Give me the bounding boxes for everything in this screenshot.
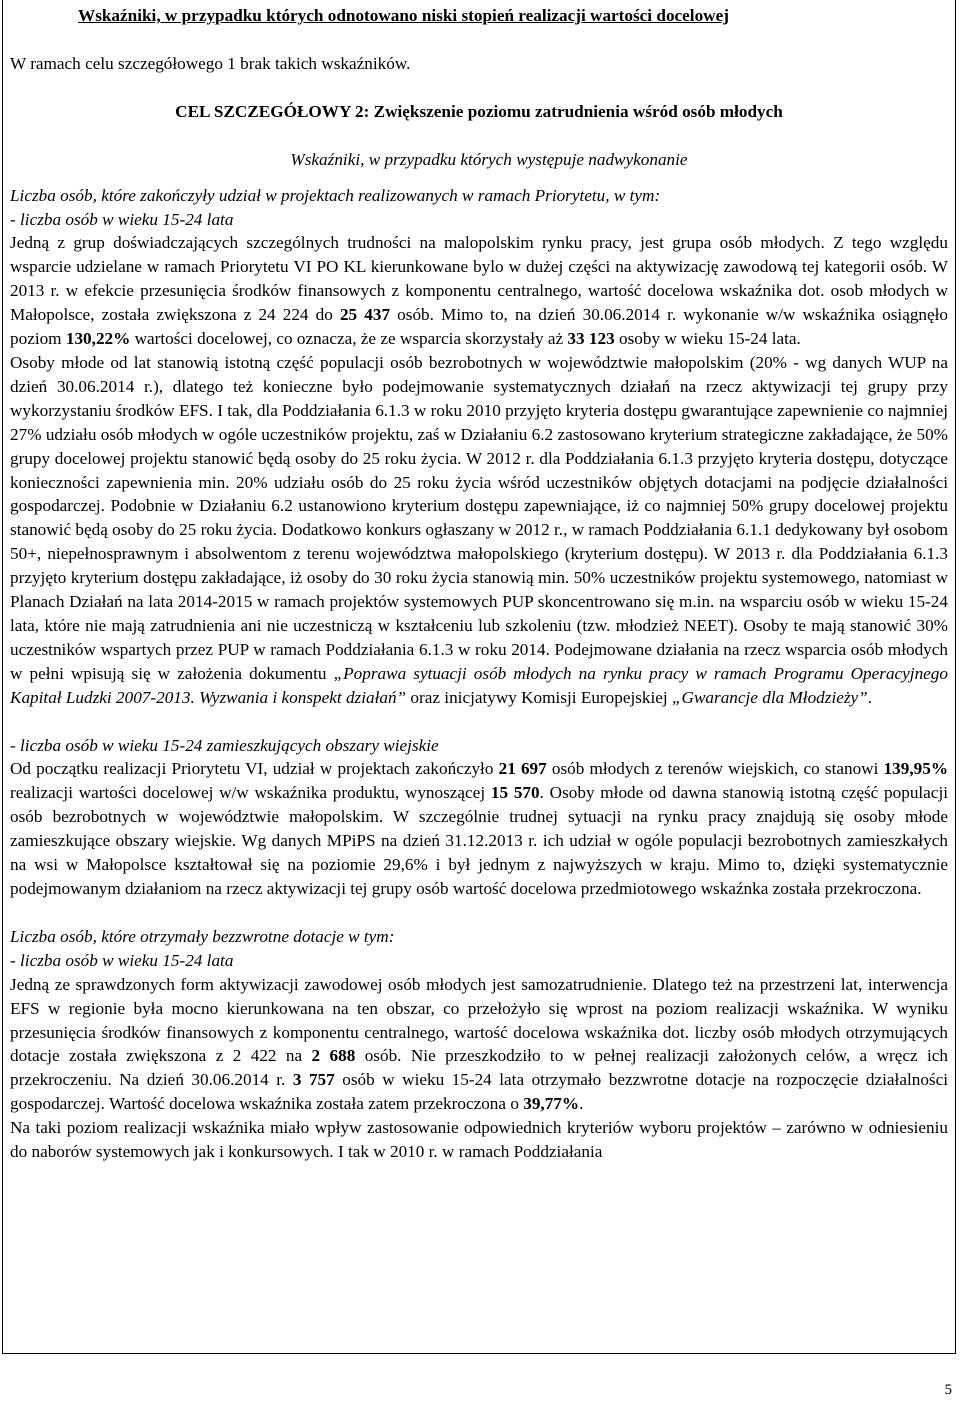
indicator-heading-rural: - liczba osób w wieku 15-24 zamieszkujących obszary wiejskie <box>10 735 439 755</box>
goal1-note: W ramach celu szczegółowego 1 brak takich wskaźników. <box>10 53 411 73</box>
indicator-heading-grants: Liczba osób, które otrzymały bezzwrotne dotacje w tym: <box>10 926 395 946</box>
indicator-heading-participants: Liczba osób, które zakończyły udział w projektach realizowanych w ramach Priorytetu, w tym: <box>10 185 661 205</box>
paragraph-grants: Jedną ze sprawdzonych form aktywizacji zawodowej osób młodych jest samozatrudnienie. Dlatego też na przestrzeni lat, interwencja EFS w regionie była mocno kierunkowana na ten obszar, co przełożyło się wprost na poziom realizacji wskaźnika. W wyniku przesunięcia środków finansowych z komponentu centralnego, wartość docelowa wskaźnika dot. liczby osób młodych otrzymujących dotacje została zwiększona z 2 422 na 2 688 osób. Nie przeszkodziło to w pełnej realizacji założonych celów, a wręcz ich przekroczeniu. Na dzień 30.06.2014 r. 3 757 osób w wieku 15-24 lata otrzymało bezzwrotne dotacje na rozpoczęcie działalności gospodarczej. Wartość docelowa wskaźnika została zatem przekroczona o 39,77%. <box>10 974 949 1114</box>
indicator-subheading-grants-age: - liczba osób w wieku 15-24 lata <box>10 950 234 970</box>
document-body <box>10 4 948 1164</box>
overperformance-subtitle: Wskaźniki, w przypadku których występuje nadwykonanie <box>290 149 688 169</box>
paragraph-rural: Od początku realizacji Priorytetu VI, udział w projektach zakończyło 21 697 osób młodych z terenów wiejskich, co stanowi 139,95% realizacji wartości docelowej w/w wskaźnika produktu, wynoszącej 15 570. Osoby młode od dawna stanowią istotną część populacji osób bezrobotnych w województwie małopolskim. W szczególnie trudnej sytuacji na rynku pracy znajdują się osoby młode zamieszkujące obszary wiejskie. Wg danych MPiPS na dzień 31.12.2013 r. ich udział w ogóle populacji bezrobotnych zamieszkałych na wsi w Małopolsce kształtował się na poziomie 29,6% i był jednym z najwyższych w kraju. Mimo to, dzięki systematycznie podejmowanym działaniom na rzecz aktywizacji tej grupy osób wartość docelowa przedmiotowego wskaźnka została przekroczona. <box>10 759 948 898</box>
paragraph-youth-overview: Jedną z grup doświadczających szczególnych trudności na malopolskim rynku pracy, jest grupa osób młodych. Z tego względu wsparcie udzielane w ramach Priorytetu VI PO KL kierunkowane bylo w dużej części na aktywizację zawodową tej kategorii osób. W 2013 r. w efekcie przesunięcia środków finansowych z komponentu centralnego, wartość docelowa wskaźnika dot. osob młodych w Małopolsce, została zwiększona z 24 224 do 25 437 osób. Mimo to, na dzień 30.06.2014 r. wykonanie w/w wskaźnika osiągnęło poziom 130,22% wartości docelowej, co oznacza, że ze wsparcia skorzystały aż 33 123 osoby w wieku 15-24 lata. <box>10 233 949 349</box>
page-number: 5 <box>944 1382 952 1398</box>
low-realization-heading: Wskaźniki, w przypadku których odnotowano niski stopień realizacji wartości docelowej <box>78 6 729 25</box>
indicator-subheading-age: - liczba osób w wieku 15-24 lata <box>10 209 234 229</box>
goal2-title: CEL SZCZEGÓŁOWY 2: Zwiększenie poziomu zatrudnienia wśród osób młodych <box>175 101 783 121</box>
paragraph-criteria: Na taki poziom realizacji wskaźnika miało wpływ zastosowanie odpowiednich kryteriów wyboru projektów – zarówno w odniesieniu do naborów systemowych jak i konkursowych. I tak w 2010 r. w ramach Poddziałania <box>10 1118 948 1162</box>
paragraph-youth-actions: Osoby młode od lat stanowią istotną część populacji osób bezrobotnych w województwie małopolskim (20% - wg danych WUP na dzień 30.06.2014 r.), dlatego też konieczne było podejmowanie systematycznych działań na rzecz aktywizacji tej grupy przy wykorzystaniu środków EFS. I tak, dla Poddziałania 6.1.3 w roku 2010 przyjęto kryteria dostępu gwarantujące zapewnienie co najmniej 27% udziału osób młodych w ogóle uczestników projektu, zaś w Działaniu 6.2 zastosowano kryterium strategiczne zakładające, że 50% grupy docelowej projektu stanowić będą osoby do 25 roku życia. W 2012 r. dla Poddziałania 6.1.3 przyjęto kryteria dostępu, dotyczące konieczności zapewnienia min. 20% udziału osób do 25 roku życia wśród uczestników objętych dotacjami na podjęcie działalności gospodarczej. Podobnie w Działaniu 6.2 ustanowiono kryterium dostępu zapewniające, iż co najmniej 50% grupy docelowej projektu stanowić będą osoby do 25 roku życia. Dodatkowo konkurs ogłaszany w 2012 r., w ramach Poddziałania 6.1.1 dedykowany był osobom 50+, niepełnosprawnym i absolwentom z terenu województwa małopolskiego (kryterium dostępu). W 2013 r. dla Poddziałania 6.1.3 przyjęto kryterium dostępu zakładające, iż osoby do 30 roku życia stanowią min. 50% uczestników projektu systemowego, natomiast w Planach Działań na lata 2014-2015 w ramach projektów systemowych PUP skoncentrowano się m.in. na wsparciu osób w wieku 15-24 lata, które nie mają zatrudnienia ani nie uczestniczą w kształceniu lub szkoleniu (tzw. młodzież NEET). Osoby te mają stanowić 30% uczestników wspartych przez PUP w ramach Poddziałania 6.1.3 w roku 2014. Podejmowane działania na rzecz wsparcia osób młodych w pełni wpisują się w założenia dokumentu „Poprawa sytuacji osób młodych na rynku pracy w ramach Programu Operacyjnego Kapitał Ludzki 2007-2013. Wyzwania i konspekt działań” oraz inicjatywy Komisji Europejskiej „Gwarancje dla Młodzieży”. <box>10 352 948 707</box>
